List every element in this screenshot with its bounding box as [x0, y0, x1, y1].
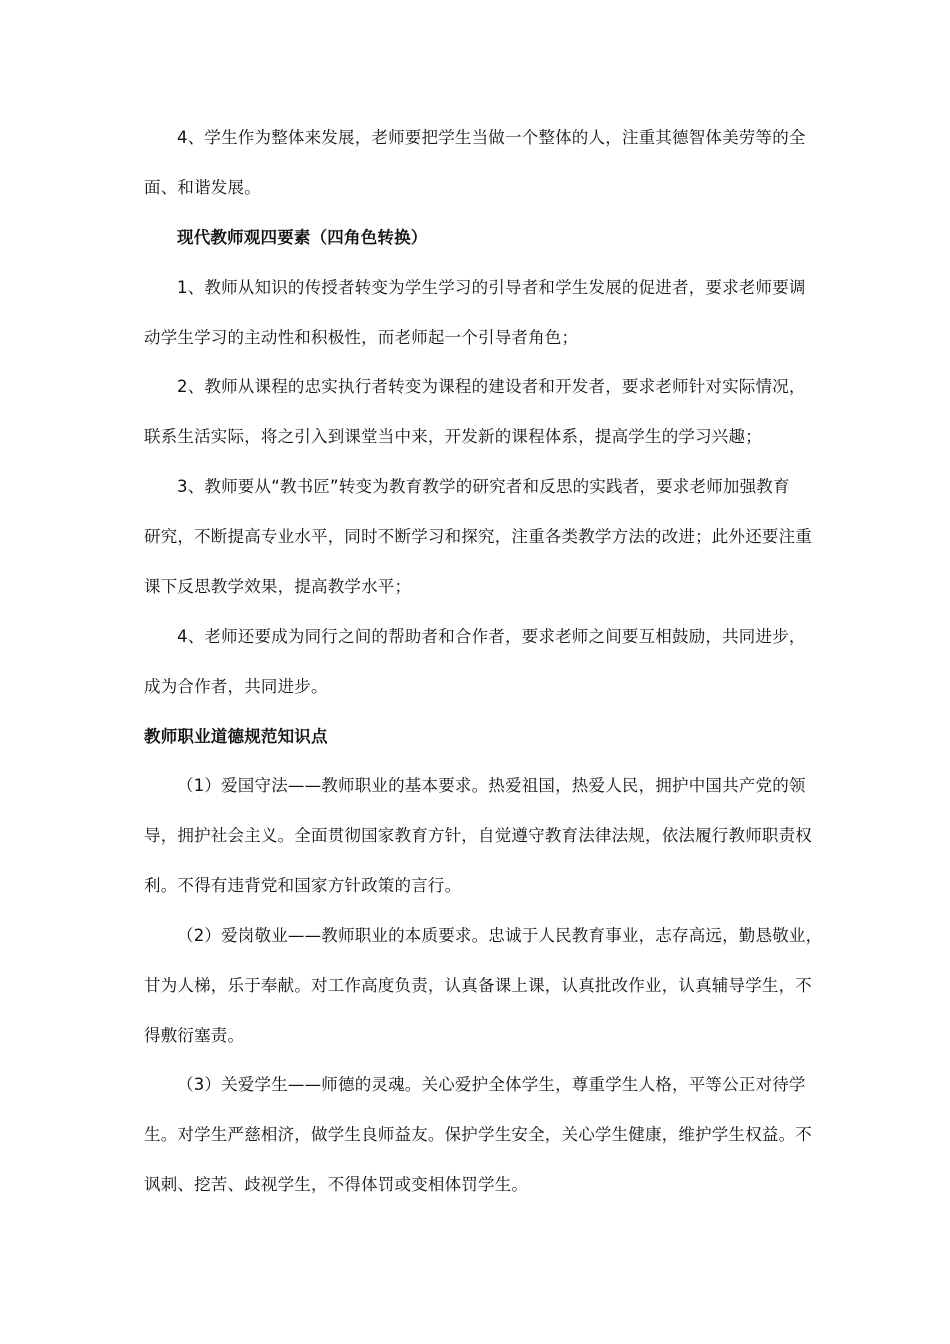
paragraph-line: 2、教师从课程的忠实执行者转变为课程的建设者和开发者，要求老师针对实际情况，	[177, 377, 806, 396]
paragraph-line: 4、学生作为整体来发展，老师要把学生当做一个整体的人，注重其德智体美劳等的全	[177, 128, 806, 147]
paragraph-line: 导，拥护社会主义。全面贯彻国家教育方针，自觉遵守教育法律法规，依法履行教师职责权	[144, 826, 812, 845]
paragraph-line: 讽刺、挖苦、歧视学生，不得体罚或变相体罚学生。	[144, 1175, 529, 1194]
paragraph-line: 面、和谐发展。	[144, 178, 261, 197]
paragraph-line: 甘为人梯，乐于奉献。对工作高度负责，认真备课上课，认真批改作业，认真辅导学生，不	[144, 976, 812, 995]
paragraph-line: （1）爱国守法——教师职业的基本要求。热爱祖国，热爱人民，拥护中国共产党的领	[177, 776, 806, 795]
paragraph-line: （2）爱岗敬业——教师职业的本质要求。忠诚于人民教育事业，志存高远，勤恳敬业，	[177, 926, 823, 945]
paragraph-line: 联系生活实际，将之引入到课堂当中来，开发新的课程体系，提高学生的学习兴趣；	[144, 427, 762, 446]
section-heading: 现代教师观四要素（四角色转换）	[177, 228, 428, 247]
paragraph-line: 动学生学习的主动性和积极性，而老师起一个引导者角色；	[144, 328, 579, 347]
paragraph-line: 得敷衍塞责。	[144, 1026, 245, 1045]
paragraph-line: 课下反思教学效果，提高教学水平；	[144, 577, 412, 596]
paragraph-line: 3、教师要从“教书匠”转变为教育教学的研究者和反思的实践者，要求老师加强教育	[177, 477, 790, 496]
paragraph-line: 成为合作者，共同进步。	[144, 677, 328, 696]
paragraph-line: 4、老师还要成为同行之间的帮助者和合作者，要求老师之间要互相鼓励，共同进步，	[177, 627, 806, 646]
paragraph-line: 1、教师从知识的传授者转变为学生学习的引导者和学生发展的促进者，要求老师要调	[177, 278, 806, 297]
paragraph-line: 生。对学生严慈相济，做学生良师益友。保护学生安全，关心学生健康，维护学生权益。不	[144, 1125, 812, 1144]
paragraph-line: 利。不得有违背党和国家方针政策的言行。	[144, 876, 462, 895]
paragraph-line: （3）关爱学生——师德的灵魂。关心爱护全体学生，尊重学生人格，平等公正对待学	[177, 1075, 806, 1094]
section-heading: 教师职业道德规范知识点	[144, 727, 328, 746]
paragraph-line: 研究，不断提高专业水平，同时不断学习和探究，注重各类教学方法的改进；此外还要注重	[144, 527, 812, 546]
